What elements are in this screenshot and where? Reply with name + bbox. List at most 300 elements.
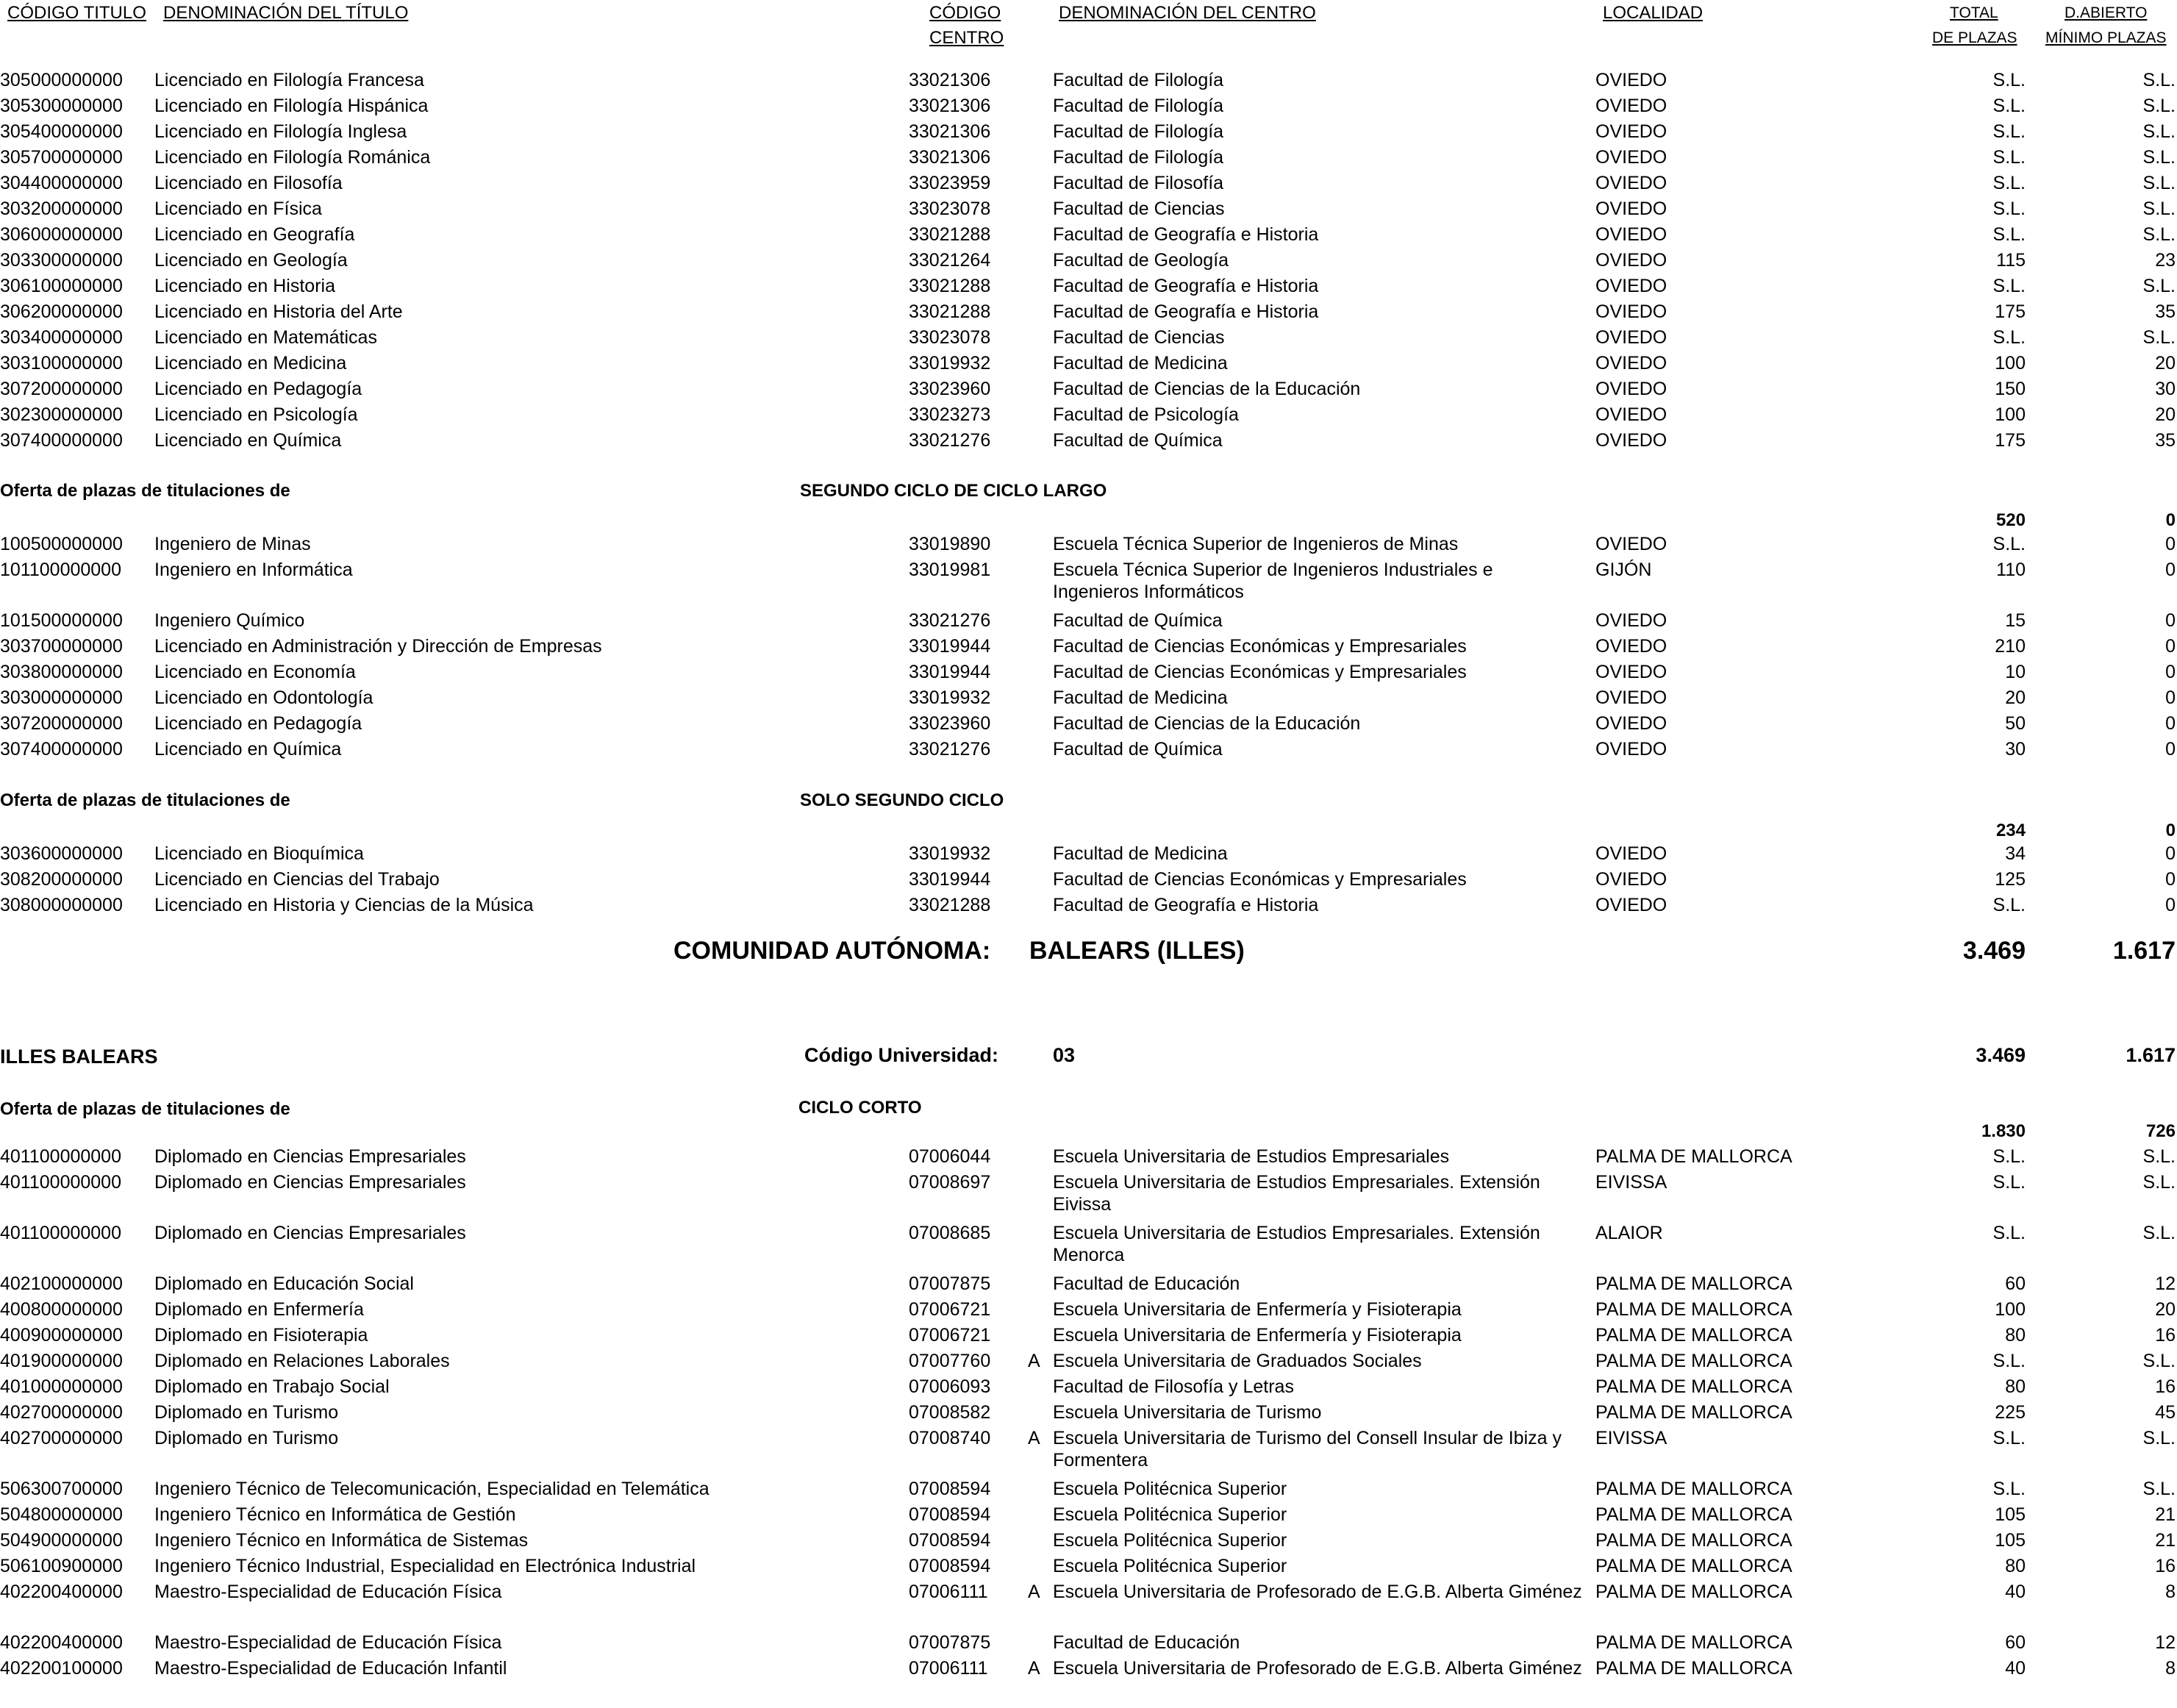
title-code: 402200100000 <box>0 1658 123 1679</box>
title-name: Diplomado en Enfermería <box>154 1299 364 1320</box>
center-code: 07008697 <box>909 1172 991 1193</box>
section-offer-label: Oferta de plazas de titulaciones de <box>0 1099 290 1119</box>
title-name: Licenciado en Filología Románica <box>154 147 431 168</box>
center-name: Facultad de Psicología <box>1053 404 1239 425</box>
title-name: Licenciado en Ciencias del Trabajo <box>154 869 440 890</box>
table-row <box>0 1401 2177 1427</box>
center-code: 07006721 <box>909 1299 991 1320</box>
title-code: 307400000000 <box>0 739 123 760</box>
table-row <box>0 1529 2177 1555</box>
title-code: 400900000000 <box>0 1325 123 1346</box>
university-code: 03 <box>1053 1044 1076 1066</box>
total-places: 100 <box>1995 404 2026 425</box>
table-row <box>0 224 2177 249</box>
center-code: 07008594 <box>909 1504 991 1525</box>
total-places: 105 <box>1995 1530 2026 1551</box>
title-code: 303200000000 <box>0 199 123 219</box>
minimum-places: 35 <box>2155 301 2176 322</box>
title-code: 400800000000 <box>0 1299 123 1320</box>
minimum-places: 0 <box>2165 843 2176 864</box>
community-name: BALEARS (ILLES) <box>1029 937 1245 965</box>
locality: OVIEDO <box>1595 662 1667 682</box>
section-segundo-ciclo-largo <box>0 533 2177 764</box>
title-code: 306100000000 <box>0 276 123 296</box>
section-solo-segundo-ciclo <box>0 843 2177 920</box>
minimum-places: S.L. <box>2142 1351 2176 1371</box>
center-name: Escuela Universitaria de Enfermería y Fisioterapia <box>1053 1325 1462 1346</box>
total-places: S.L. <box>1992 96 2026 116</box>
title-code: 305700000000 <box>0 147 123 168</box>
table-row <box>0 301 2177 326</box>
locality: PALMA DE MALLORCA <box>1595 1479 1792 1499</box>
community-minimum: 1.617 <box>2112 937 2176 965</box>
center-code: 33021288 <box>909 895 991 915</box>
title-code: 304400000000 <box>0 173 123 193</box>
center-code: 33021306 <box>909 121 991 142</box>
center-name: Facultad de Ciencias de la Educación <box>1053 713 1361 734</box>
minimum-places: 0 <box>2165 610 2176 631</box>
section-offer-label: Oferta de plazas de titulaciones de <box>0 790 290 810</box>
center-name: Facultad de Ciencias <box>1053 199 1225 219</box>
title-name: Ingeniero Técnico en Informática de Gestión <box>154 1504 516 1525</box>
minimum-places: 20 <box>2155 1299 2176 1320</box>
title-code: 504800000000 <box>0 1504 123 1525</box>
table-row <box>0 610 2177 635</box>
title-code: 306000000000 <box>0 224 123 245</box>
center-name: Facultad de Filología <box>1053 70 1224 90</box>
total-places: 34 <box>2005 843 2026 864</box>
title-code: 401000000000 <box>0 1376 123 1397</box>
locality: OVIEDO <box>1595 713 1667 734</box>
center-code: 33021264 <box>909 250 991 271</box>
title-code: 303100000000 <box>0 353 123 374</box>
center-code: 33021306 <box>909 96 991 116</box>
title-name: Maestro-Especialidad de Educación Infantil <box>154 1658 507 1679</box>
total-places: S.L. <box>1992 121 2026 142</box>
minimum-places: 45 <box>2155 1402 2176 1423</box>
center-name: Escuela Politécnica Superior <box>1053 1556 1287 1576</box>
title-name: Licenciado en Administración y Dirección de Empresas <box>154 636 602 657</box>
title-name: Diplomado en Fisioterapia <box>154 1325 368 1346</box>
center-code: 07008594 <box>909 1530 991 1551</box>
center-code: 07006044 <box>909 1146 991 1167</box>
center-name: Facultad de Educación <box>1053 1632 1240 1653</box>
center-code: 33019890 <box>909 534 991 554</box>
title-code: 308200000000 <box>0 869 123 890</box>
title-code: 402700000000 <box>0 1428 123 1448</box>
table-row <box>0 1350 2177 1376</box>
minimum-places: 0 <box>2165 560 2176 580</box>
title-name: Licenciado en Historia del Arte <box>154 301 403 322</box>
total-places: 100 <box>1995 353 2026 374</box>
locality: OVIEDO <box>1595 70 1667 90</box>
table-row <box>0 868 2177 894</box>
table-row <box>0 1376 2177 1401</box>
minimum-places: 35 <box>2155 430 2176 451</box>
minimum-places: S.L. <box>2142 1479 2176 1499</box>
center-code: 33019981 <box>909 560 991 580</box>
title-code: 402100000000 <box>0 1273 123 1294</box>
center-name: Facultad de Geografía e Historia <box>1053 276 1319 296</box>
center-name: Escuela Universitaria de Profesorado de E.G.B. Alberta Giménez <box>1053 1658 1582 1679</box>
locality: OVIEDO <box>1595 534 1667 554</box>
table-row <box>0 429 2177 455</box>
section-total: 234 <box>1995 821 2026 840</box>
title-name: Ingeniero Técnico Industrial, Especialidad en Electrónica Industrial <box>154 1556 696 1576</box>
total-places: S.L. <box>1992 1428 2026 1448</box>
locality: OVIEDO <box>1595 687 1667 708</box>
center-name: Facultad de Ciencias de la Educación <box>1053 379 1361 399</box>
table-row <box>0 1478 2177 1504</box>
table-row <box>0 1427 2177 1478</box>
total-places: S.L. <box>1992 895 2026 915</box>
center-code: 33023960 <box>909 713 991 734</box>
center-name: Facultad de Medicina <box>1053 843 1228 864</box>
total-places: S.L. <box>1992 1351 2026 1371</box>
center-code: 07008685 <box>909 1223 991 1243</box>
title-name: Licenciado en Pedagogía <box>154 713 362 734</box>
total-places: 20 <box>2005 687 2026 708</box>
minimum-places: 0 <box>2165 869 2176 890</box>
table-row <box>0 1555 2177 1581</box>
table-row <box>0 1504 2177 1529</box>
locality: OVIEDO <box>1595 430 1667 451</box>
table-row <box>0 687 2177 712</box>
title-code: 401100000000 <box>0 1146 121 1167</box>
total-places: 60 <box>2005 1632 2026 1653</box>
total-places: 210 <box>1995 636 2026 657</box>
title-name: Licenciado en Bioquímica <box>154 843 364 864</box>
locality: OVIEDO <box>1595 250 1667 271</box>
minimum-places: 8 <box>2165 1582 2176 1602</box>
center-name: Escuela Universitaria de Enfermería y Fisioterapia <box>1053 1299 1462 1320</box>
title-code: 101100000000 <box>0 560 121 580</box>
title-name: Licenciado en Historia <box>154 276 335 296</box>
title-code: 307200000000 <box>0 379 123 399</box>
total-places: 10 <box>2005 662 2026 682</box>
center-code: 07007875 <box>909 1632 991 1653</box>
locality: PALMA DE MALLORCA <box>1595 1504 1792 1525</box>
minimum-places: S.L. <box>2142 121 2176 142</box>
minimum-places: 0 <box>2165 534 2176 554</box>
center-code: 33023273 <box>909 404 991 425</box>
title-name: Diplomado en Ciencias Empresariales <box>154 1172 466 1193</box>
table-row <box>0 1657 2177 1708</box>
section-offer-label: Oferta de plazas de titulaciones de <box>0 481 290 501</box>
total-places: 50 <box>2005 713 2026 734</box>
center-code: 07006111 <box>909 1658 988 1679</box>
center-name: Facultad de Geología <box>1053 250 1229 271</box>
minimum-places: S.L. <box>2142 224 2176 245</box>
center-code: 33023078 <box>909 327 991 348</box>
locality: OVIEDO <box>1595 869 1667 890</box>
center-name: Escuela Politécnica Superior <box>1053 1479 1287 1499</box>
center-code: 07006721 <box>909 1325 991 1346</box>
table-row <box>0 1273 2177 1298</box>
total-places: S.L. <box>1992 276 2026 296</box>
title-name: Licenciado en Geografía <box>154 224 355 245</box>
title-name: Licenciado en Medicina <box>154 353 347 374</box>
center-name: Facultad de Filología <box>1053 121 1224 142</box>
total-places: 30 <box>2005 739 2026 760</box>
section-total: 520 <box>1995 510 2026 530</box>
total-places: 105 <box>1995 1504 2026 1525</box>
center-code: 07008594 <box>909 1556 991 1576</box>
table-row <box>0 1146 2177 1171</box>
locality: OVIEDO <box>1595 121 1667 142</box>
title-code: 100500000000 <box>0 534 123 554</box>
minimum-places: S.L. <box>2142 199 2176 219</box>
center-name: Escuela Técnica Superior de Ingenieros de Minas <box>1053 534 1459 554</box>
minimum-places: 21 <box>2155 1530 2176 1551</box>
minimum-places: S.L. <box>2142 1223 2176 1243</box>
center-name: Escuela Universitaria de Estudios Empresariales. Extensión Menorca <box>1053 1223 1540 1265</box>
center-code: 07007875 <box>909 1273 991 1294</box>
section-ciclo-corto <box>0 1146 2177 1708</box>
center-code: 33021306 <box>909 70 991 90</box>
title-name: Ingeniero Técnico en Informática de Sistemas <box>154 1530 529 1551</box>
table-row <box>0 121 2177 146</box>
total-places: 80 <box>2005 1376 2026 1397</box>
locality: OVIEDO <box>1595 739 1667 760</box>
minimum-places: 0 <box>2165 636 2176 657</box>
center-name: Facultad de Educación <box>1053 1273 1240 1294</box>
locality: GIJÓN <box>1595 560 1652 580</box>
title-name: Licenciado en Economía <box>154 662 356 682</box>
table-row <box>0 378 2177 404</box>
total-places: S.L. <box>1992 1479 2026 1499</box>
section-minimum: 0 <box>2165 510 2176 530</box>
title-code: 308000000000 <box>0 895 123 915</box>
title-name: Licenciado en Química <box>154 430 342 451</box>
title-name: Licenciado en Física <box>154 199 322 219</box>
locality: PALMA DE MALLORCA <box>1595 1402 1792 1423</box>
university-minimum: 1.617 <box>2126 1044 2176 1066</box>
table-row <box>0 738 2177 764</box>
title-name: Diplomado en Educación Social <box>154 1273 414 1294</box>
total-places: S.L. <box>1992 1146 2026 1167</box>
center-code: 07006111 <box>909 1582 988 1602</box>
center-code: 33021288 <box>909 224 991 245</box>
center-code: 33023959 <box>909 173 991 193</box>
locality: OVIEDO <box>1595 276 1667 296</box>
total-places: S.L. <box>1992 1172 2026 1193</box>
minimum-places: 16 <box>2155 1325 2176 1346</box>
table-row <box>0 326 2177 352</box>
table-row <box>0 533 2177 559</box>
minimum-places: 23 <box>2155 250 2176 271</box>
title-name: Licenciado en Odontología <box>154 687 373 708</box>
header-localidad: LOCALIDAD <box>1603 3 1704 23</box>
total-places: S.L. <box>1992 224 2026 245</box>
center-code: 07008594 <box>909 1479 991 1499</box>
center-name: Facultad de Geografía e Historia <box>1053 895 1319 915</box>
center-code: 07007760 <box>909 1351 991 1371</box>
total-places: 15 <box>2005 610 2026 631</box>
title-name: Ingeniero Químico <box>154 610 305 631</box>
table-row <box>0 1324 2177 1350</box>
locality: PALMA DE MALLORCA <box>1595 1658 1792 1679</box>
title-code: 402700000000 <box>0 1402 123 1423</box>
center-name: Facultad de Geografía e Historia <box>1053 301 1319 322</box>
header-codigo-titulo: CÓDIGO TITULO <box>7 3 146 23</box>
title-code: 305400000000 <box>0 121 123 142</box>
center-name: Facultad de Filosofía y Letras <box>1053 1376 1294 1397</box>
total-places: 100 <box>1995 1299 2026 1320</box>
locality: OVIEDO <box>1595 327 1667 348</box>
center-code: 33023078 <box>909 199 991 219</box>
table-row <box>0 635 2177 661</box>
title-code: 101500000000 <box>0 610 123 631</box>
locality: PALMA DE MALLORCA <box>1595 1273 1792 1294</box>
title-name: Licenciado en Química <box>154 739 342 760</box>
locality: OVIEDO <box>1595 173 1667 193</box>
title-code: 303400000000 <box>0 327 123 348</box>
center-code: 33019944 <box>909 869 991 890</box>
locality: EIVISSA <box>1595 1428 1667 1448</box>
section-cycle-title: SEGUNDO CICLO DE CICLO LARGO <box>800 481 1107 501</box>
locality: PALMA DE MALLORCA <box>1595 1325 1792 1346</box>
center-code: 33021288 <box>909 276 991 296</box>
title-code: 302300000000 <box>0 404 123 425</box>
minimum-places: S.L. <box>2142 147 2176 168</box>
locality: PALMA DE MALLORCA <box>1595 1582 1792 1602</box>
table-row <box>0 352 2177 378</box>
center-code: 07008582 <box>909 1402 991 1423</box>
title-name: Licenciado en Filología Hispánica <box>154 96 429 116</box>
locality: OVIEDO <box>1595 353 1667 374</box>
center-name: Facultad de Ciencias <box>1053 327 1225 348</box>
title-name: Ingeniero en Informática <box>154 560 353 580</box>
center-code: 33019944 <box>909 662 991 682</box>
title-name: Maestro-Especialidad de Educación Física <box>154 1582 502 1602</box>
center-name: Escuela Técnica Superior de Ingenieros Industriales e Ingenieros Informáticos <box>1053 560 1493 602</box>
header-denominacion-centro: DENOMINACIÓN DEL CENTRO <box>1059 3 1316 23</box>
title-code: 303600000000 <box>0 843 123 864</box>
center-code: 07008740 <box>909 1428 991 1448</box>
title-code: 401100000000 <box>0 1223 121 1243</box>
table-row <box>0 1171 2177 1222</box>
header-codigo-centro-line2: CENTRO <box>929 28 1004 48</box>
locality: EIVISSA <box>1595 1172 1667 1193</box>
table-row <box>0 1222 2177 1273</box>
title-code: 303800000000 <box>0 662 123 682</box>
locality: PALMA DE MALLORCA <box>1595 1376 1792 1397</box>
section-primer-segundo-ciclo <box>0 69 2177 455</box>
center-name: Escuela Universitaria de Graduados Sociales <box>1053 1351 1422 1371</box>
minimum-places: 12 <box>2155 1273 2176 1294</box>
community-label: COMUNIDAD AUTÓNOMA: <box>673 937 991 965</box>
university-code-label: Código Universidad: <box>804 1044 999 1066</box>
table-row <box>0 275 2177 301</box>
title-code: 401100000000 <box>0 1172 121 1193</box>
center-name: Escuela Universitaria de Turismo del Consell Insular de Ibiza y Formentera <box>1053 1428 1562 1471</box>
total-places: 150 <box>1995 379 2026 399</box>
center-mark: A <box>1028 1582 1040 1602</box>
locality: OVIEDO <box>1595 404 1667 425</box>
table-row <box>0 69 2177 95</box>
table-row <box>0 712 2177 738</box>
center-code: 33021276 <box>909 610 991 631</box>
center-name: Escuela Universitaria de Profesorado de E.G.B. Alberta Giménez <box>1053 1582 1582 1602</box>
center-code: 07006093 <box>909 1376 991 1397</box>
minimum-places: 0 <box>2165 662 2176 682</box>
center-code: 33019944 <box>909 636 991 657</box>
total-places: 60 <box>2005 1273 2026 1294</box>
title-code: 506300700000 <box>0 1479 123 1499</box>
total-places: 80 <box>2005 1325 2026 1346</box>
center-name: Facultad de Filología <box>1053 96 1224 116</box>
title-code: 402200400000 <box>0 1582 123 1602</box>
total-places: 80 <box>2005 1556 2026 1576</box>
table-row <box>0 843 2177 868</box>
center-code: 33023960 <box>909 379 991 399</box>
title-code: 402200400000 <box>0 1632 123 1653</box>
header-codigo-centro-line1: CÓDIGO <box>929 3 1001 23</box>
title-name: Ingeniero de Minas <box>154 534 311 554</box>
minimum-places: 16 <box>2155 1556 2176 1576</box>
header-total-line2: DE PLAZAS <box>1932 29 2017 46</box>
total-places: 110 <box>1996 560 2026 580</box>
locality: OVIEDO <box>1595 636 1667 657</box>
minimum-places: 30 <box>2155 379 2176 399</box>
locality: OVIEDO <box>1595 224 1667 245</box>
minimum-places: S.L. <box>2142 173 2176 193</box>
locality: OVIEDO <box>1595 301 1667 322</box>
locality: PALMA DE MALLORCA <box>1595 1351 1792 1371</box>
center-name: Facultad de Medicina <box>1053 353 1228 374</box>
locality: OVIEDO <box>1595 199 1667 219</box>
total-places: S.L. <box>1992 199 2026 219</box>
title-name: Licenciado en Filosofía <box>154 173 343 193</box>
minimum-places: 8 <box>2165 1658 2176 1679</box>
total-places: 40 <box>2005 1658 2026 1679</box>
center-mark: A <box>1028 1351 1040 1371</box>
center-code: 33021276 <box>909 430 991 451</box>
total-places: 125 <box>1995 869 2026 890</box>
minimum-places: 12 <box>2155 1632 2176 1653</box>
locality: PALMA DE MALLORCA <box>1595 1530 1792 1551</box>
title-code: 506100900000 <box>0 1556 123 1576</box>
title-name: Licenciado en Matemáticas <box>154 327 377 348</box>
title-code: 303300000000 <box>0 250 123 271</box>
title-name: Licenciado en Psicología <box>154 404 358 425</box>
minimum-places: 16 <box>2155 1376 2176 1397</box>
center-code: 33021306 <box>909 147 991 168</box>
center-mark: A <box>1028 1658 1040 1679</box>
title-code: 504900000000 <box>0 1530 123 1551</box>
center-name: Facultad de Geografía e Historia <box>1053 224 1319 245</box>
locality: OVIEDO <box>1595 379 1667 399</box>
minimum-places: 20 <box>2155 353 2176 374</box>
center-name: Facultad de Medicina <box>1053 687 1228 708</box>
center-name: Escuela Universitaria de Estudios Empresariales <box>1053 1146 1450 1167</box>
center-name: Escuela Universitaria de Turismo <box>1053 1402 1322 1423</box>
university-name: ILLES BALEARS <box>0 1046 158 1068</box>
section-minimum: 726 <box>2145 1121 2176 1141</box>
total-places: 175 <box>1995 430 2026 451</box>
title-name: Licenciado en Pedagogía <box>154 379 362 399</box>
section-cycle-title: CICLO CORTO <box>798 1098 922 1118</box>
locality: OVIEDO <box>1595 147 1667 168</box>
locality: PALMA DE MALLORCA <box>1595 1556 1792 1576</box>
university-total: 3.469 <box>1976 1044 2026 1066</box>
table-row <box>0 198 2177 224</box>
minimum-places: 20 <box>2155 404 2176 425</box>
title-code: 303700000000 <box>0 636 123 657</box>
title-name: Diplomado en Turismo <box>154 1402 339 1423</box>
minimum-places: S.L. <box>2142 327 2176 348</box>
